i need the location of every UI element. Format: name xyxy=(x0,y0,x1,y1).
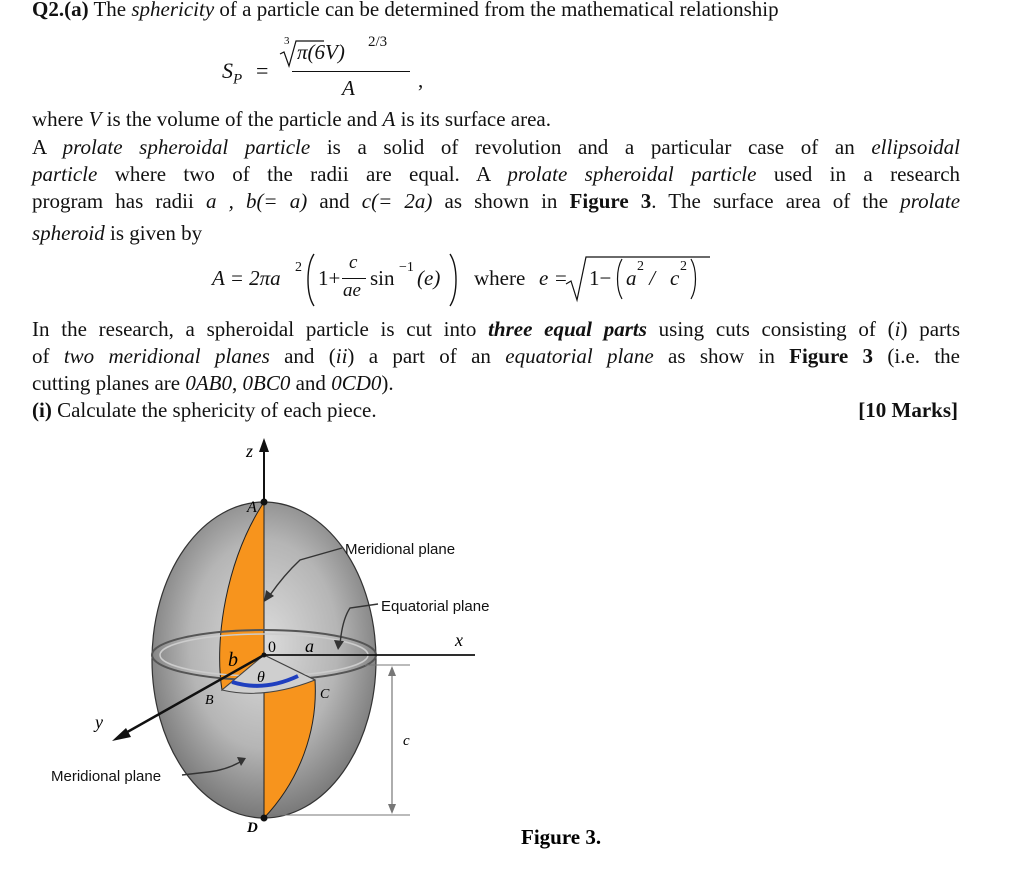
p2-l2-c: ) a part of an xyxy=(347,344,491,368)
p1-l1-a: A xyxy=(32,135,47,159)
task-text: Calculate the sphericity of each piece. xyxy=(57,398,377,422)
area-sin-exp: −1 xyxy=(399,260,414,275)
p2-l1-c: ) parts xyxy=(900,317,961,341)
p1-l2-b: used in a research xyxy=(773,162,961,186)
sp-comma: , xyxy=(418,68,424,92)
p2-l3-end: ). xyxy=(381,371,394,395)
p1-l3-fig: Figure 3 xyxy=(569,189,652,213)
p2-l3-p3: 0CD0 xyxy=(331,371,382,395)
sp-root-index: 3 xyxy=(284,35,290,47)
sp-fraction xyxy=(278,34,412,104)
area-right-paren xyxy=(448,252,460,308)
area-root-body: 1− xyxy=(589,266,612,290)
area-inner-rparen xyxy=(689,257,699,301)
para2-line2 xyxy=(32,344,960,369)
area-root-a-exp: 2 xyxy=(637,259,644,274)
area-frac-bar xyxy=(342,278,366,279)
intro-text-b: of a particle can be determined from the mathematical relationship xyxy=(219,0,779,21)
p1-l2-a: where two of the radii are equal. A xyxy=(114,162,491,186)
intro-text-a: The xyxy=(93,0,127,21)
sp-equals: = xyxy=(256,58,269,83)
p2-l3-and: and xyxy=(295,371,326,395)
where-line xyxy=(32,107,551,132)
p2-l3-sep1: , xyxy=(232,371,238,395)
area-sq: 2 xyxy=(295,260,302,275)
where-v: V xyxy=(88,107,102,131)
area-lhs: A = 2πa xyxy=(212,266,281,290)
area-arg: (e) xyxy=(417,266,441,290)
question-number: Q2.(a) xyxy=(32,0,89,21)
p1-l4-term: spheroid xyxy=(32,221,105,245)
p1-l1-term2: ellipsoidal xyxy=(871,135,961,159)
p1-l2-term: particle xyxy=(32,162,98,186)
p1-l3-math2: c(= 2a) xyxy=(361,189,433,213)
p1-l4-a: is given by xyxy=(109,221,203,245)
p2-l2-term: two meridional planes xyxy=(63,344,270,368)
p1-l1-term: prolate spheroidal particle xyxy=(62,135,311,159)
label-equatorial: Equatorial plane xyxy=(381,598,490,615)
task-line xyxy=(32,398,377,423)
area-root-c: c xyxy=(670,266,680,290)
point-A xyxy=(261,499,268,506)
label-meridional-bottom: Meridional plane xyxy=(51,768,162,785)
label-meridional-top: Meridional plane xyxy=(345,541,456,558)
p2-l2-ii: ii xyxy=(335,344,348,368)
p1-l3-c: as shown in xyxy=(444,189,558,213)
c-dim-arrow-down xyxy=(388,804,396,814)
p2-l1-a: In the research, a spheroidal particle is cut into xyxy=(32,317,477,341)
intro-term: sphericity xyxy=(131,0,215,21)
area-inner-lparen xyxy=(614,257,624,301)
p1-l3-a: program has radii xyxy=(32,189,194,213)
sp-lhs-s: S xyxy=(222,58,233,83)
label-z: z xyxy=(246,441,254,461)
p1-l2-term2: prolate spheroidal particle xyxy=(507,162,757,186)
label-b: b xyxy=(228,649,238,671)
z-axis-arrowhead xyxy=(259,438,269,452)
task-label: (i) xyxy=(32,398,52,422)
figure-3 xyxy=(0,430,1024,886)
area-one-plus: 1+ xyxy=(318,266,341,290)
p2-l2-d: as show in xyxy=(668,344,775,368)
area-root-div: / xyxy=(644,266,661,290)
p1-l3-b: and xyxy=(319,189,350,213)
p2-l3-a: cutting planes are xyxy=(32,371,181,395)
p2-l2-term2: equatorial plane xyxy=(505,344,654,368)
p1-l3-math: a , b(= a) xyxy=(205,189,308,213)
para2-line1 xyxy=(32,317,960,342)
label-x: x xyxy=(455,630,463,650)
y-axis-arrowhead xyxy=(112,728,131,741)
area-root-a: a xyxy=(626,266,637,290)
sp-lhs xyxy=(222,58,242,88)
label-C: C xyxy=(320,687,330,702)
question-heading xyxy=(32,0,779,22)
task-marks: [10 Marks] xyxy=(858,398,958,422)
label-zero: 0 xyxy=(268,639,276,656)
figure-caption: Figure 3. xyxy=(521,825,602,849)
sphericity-formula xyxy=(222,34,422,104)
label-B: B xyxy=(205,693,214,708)
p1-l3-term: prolate xyxy=(900,189,961,213)
area-sin: sin xyxy=(370,266,395,290)
p2-l1-i: i xyxy=(894,317,901,341)
p2-l1-b: using cuts consisting of ( xyxy=(658,317,895,341)
p2-l1-bold: three equal parts xyxy=(488,317,647,341)
area-formula xyxy=(212,248,712,310)
sp-denominator: A xyxy=(342,76,355,100)
area-frac-den: ae xyxy=(343,280,361,301)
label-y: y xyxy=(95,712,103,732)
p2-l3-p1: 0AB0 xyxy=(185,371,233,395)
label-theta: θ xyxy=(257,669,265,686)
where-A: A xyxy=(382,107,396,131)
para1-line4 xyxy=(32,221,202,246)
para1-line1 xyxy=(32,135,960,160)
area-where: where xyxy=(474,266,526,290)
p2-l3-p2: 0BC0 xyxy=(242,371,291,395)
point-origin xyxy=(262,653,267,658)
p1-l3-d: . The surface area of the xyxy=(651,189,889,213)
p1-l1-b: is a solid of revolution and a particular case of an xyxy=(326,135,855,159)
sp-numerator: π(6V) xyxy=(297,40,345,64)
area-e-eq: e = xyxy=(539,266,568,290)
label-c: c xyxy=(403,733,410,749)
sp-fraction-bar xyxy=(292,71,410,72)
p2-l2-fig: Figure 3 xyxy=(789,344,874,368)
where-c: is its surface area. xyxy=(400,107,551,131)
point-D xyxy=(261,815,268,822)
sp-exponent: 2/3 xyxy=(368,34,388,50)
label-D: D xyxy=(247,820,258,836)
p2-l2-a: of xyxy=(32,344,50,368)
p2-l2-b: and ( xyxy=(284,344,336,368)
where-a: where xyxy=(32,107,84,131)
label-A: A xyxy=(247,499,257,516)
area-root-c-exp: 2 xyxy=(680,259,687,274)
area-left-paren xyxy=(304,252,316,308)
para1-line3 xyxy=(32,189,960,214)
para2-line3 xyxy=(32,371,394,396)
p2-l2-e: (i.e. the xyxy=(887,344,960,368)
area-frac-num: c xyxy=(349,252,358,273)
where-b: is the volume of the particle and xyxy=(106,107,378,131)
para1-line2 xyxy=(32,162,960,187)
c-dim-arrow-up xyxy=(388,666,396,676)
sp-lhs-sub: P xyxy=(233,71,243,88)
label-a: a xyxy=(305,636,314,656)
